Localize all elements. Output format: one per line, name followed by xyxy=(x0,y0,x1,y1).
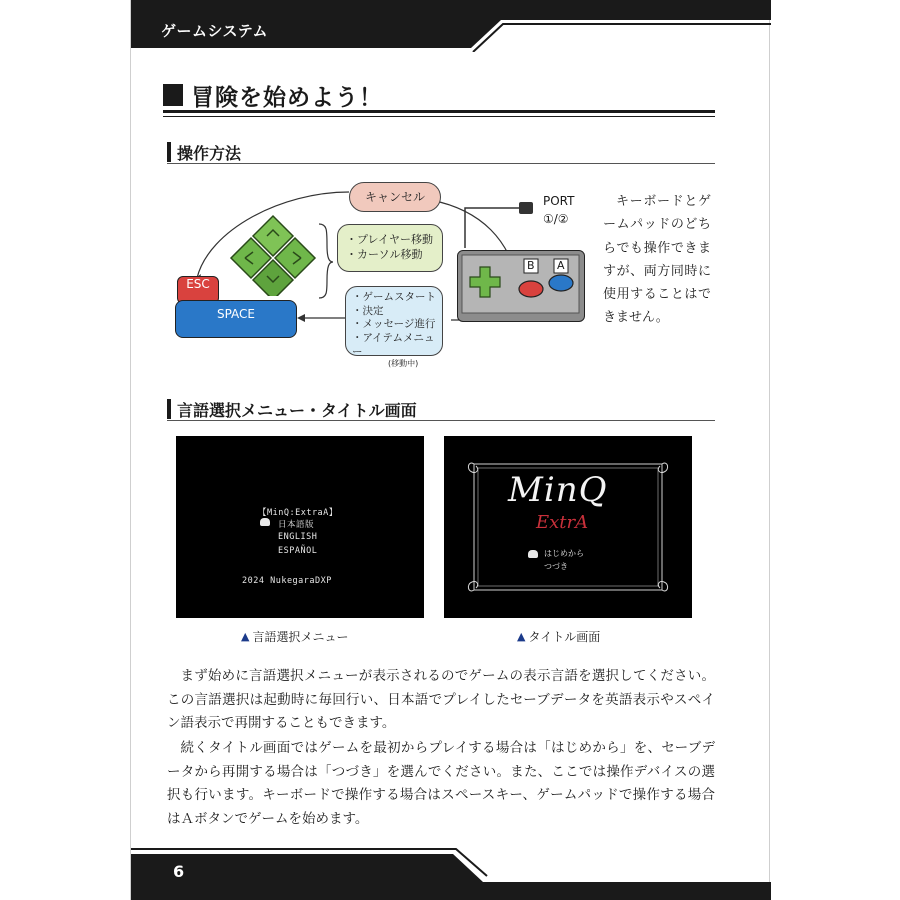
hand-cursor-icon xyxy=(528,550,538,558)
title-rule-thick xyxy=(163,110,715,113)
hand-cursor-icon xyxy=(260,518,270,526)
section-rule xyxy=(167,420,715,421)
caption-language-menu xyxy=(241,628,348,645)
move-bubble xyxy=(337,224,443,272)
page-number: 6 xyxy=(173,862,185,881)
screen1-copyright: 2024 NukegaraDXP xyxy=(242,576,332,586)
language-menu-screenshot xyxy=(176,436,424,618)
footer-band xyxy=(131,848,771,900)
title-screen-screenshot xyxy=(444,436,692,618)
esc-key-label: ESC xyxy=(186,277,210,291)
confirm-line-decide: ・決定 xyxy=(352,304,384,317)
page-title-text: 冒険を始めよう！ xyxy=(191,84,383,111)
port-label: PORT xyxy=(543,194,575,208)
confirm-bubble xyxy=(345,286,443,369)
option-spanish: ESPAÑOL xyxy=(278,546,318,556)
space-key xyxy=(175,300,297,338)
caption-text: タイトル画面 xyxy=(528,630,601,644)
section-heading-controls xyxy=(167,141,241,163)
triangle-icon: ▲ xyxy=(517,630,526,643)
body-paragraph-1: まず始めに言語選択メニューが表示されるのでゲームの表示言語を選択してください。この言語選択は起動時に毎回行い、日本語でプレイしたセーブデータを英語表示やスペイン語表示で再開することもできます。 xyxy=(167,668,715,731)
option-japanese: 日本語版 xyxy=(278,520,315,530)
option-new-game: はじめから xyxy=(544,549,584,558)
heading-bar xyxy=(167,142,171,162)
port-connector-icon xyxy=(519,202,533,214)
option-english: ENGLISH xyxy=(278,532,318,542)
port-number: ①/② xyxy=(543,212,569,226)
port-label-block xyxy=(543,192,574,228)
cancel-label: キャンセル xyxy=(364,189,425,204)
logo-sub: ExtrA xyxy=(536,512,589,533)
title-rule-thin xyxy=(163,116,715,117)
confirm-line-item: ・アイテムメニュー xyxy=(352,331,435,358)
logo-main: MinQ xyxy=(508,470,608,510)
screen1-title: 【MinQ:ExtraA】 xyxy=(258,508,338,518)
section-heading-menus xyxy=(167,398,417,420)
caption-title-screen xyxy=(517,628,600,645)
title-square-icon xyxy=(163,84,183,106)
option-continue: つづき xyxy=(544,562,568,571)
footer-band-shape xyxy=(131,848,771,900)
confirm-note: (移動中) xyxy=(388,359,419,369)
header-band xyxy=(131,0,771,52)
button-a-label: A xyxy=(557,259,565,272)
section-heading-text: 言語選択メニュー・タイトル画面 xyxy=(177,400,417,420)
cancel-bubble xyxy=(349,182,441,212)
confirm-line-start: ・ゲームスタート xyxy=(352,291,436,303)
page-title xyxy=(163,80,383,110)
controls-note: キーボードとゲームパッドのどちらでも操作できますが、両方同時に使用することはできません。 xyxy=(603,194,711,326)
move-line-player: ・プレイヤー移動 xyxy=(346,233,434,246)
section-label: ゲームシステム xyxy=(161,22,269,40)
body-paragraph-2: 続くタイトル画面ではゲームを最初からプレイする場合は「はじめから」を、セーブデータから再開する場合は「つづき」を選んでください。また、ここでは操作デバイスの選択も行います。キーボードで操作する場合はスペースキー、ゲームパッドで操作する場合はＡボタンでゲームを始めます。 xyxy=(167,740,715,827)
triangle-icon: ▲ xyxy=(241,630,250,643)
dpad-keys-icon xyxy=(223,214,333,296)
confirm-line-message: ・メッセージ進行 xyxy=(352,318,436,331)
manual-page xyxy=(130,0,770,900)
caption-text: 言語選択メニュー xyxy=(252,630,349,644)
section-rule xyxy=(167,163,715,164)
heading-bar xyxy=(167,399,171,419)
space-key-label: SPACE xyxy=(216,307,256,321)
gamepad-icon xyxy=(457,250,585,322)
button-b-label: B xyxy=(527,259,535,272)
section-heading-text: 操作方法 xyxy=(177,143,242,163)
move-line-cursor: ・カーソル移動 xyxy=(346,247,423,261)
